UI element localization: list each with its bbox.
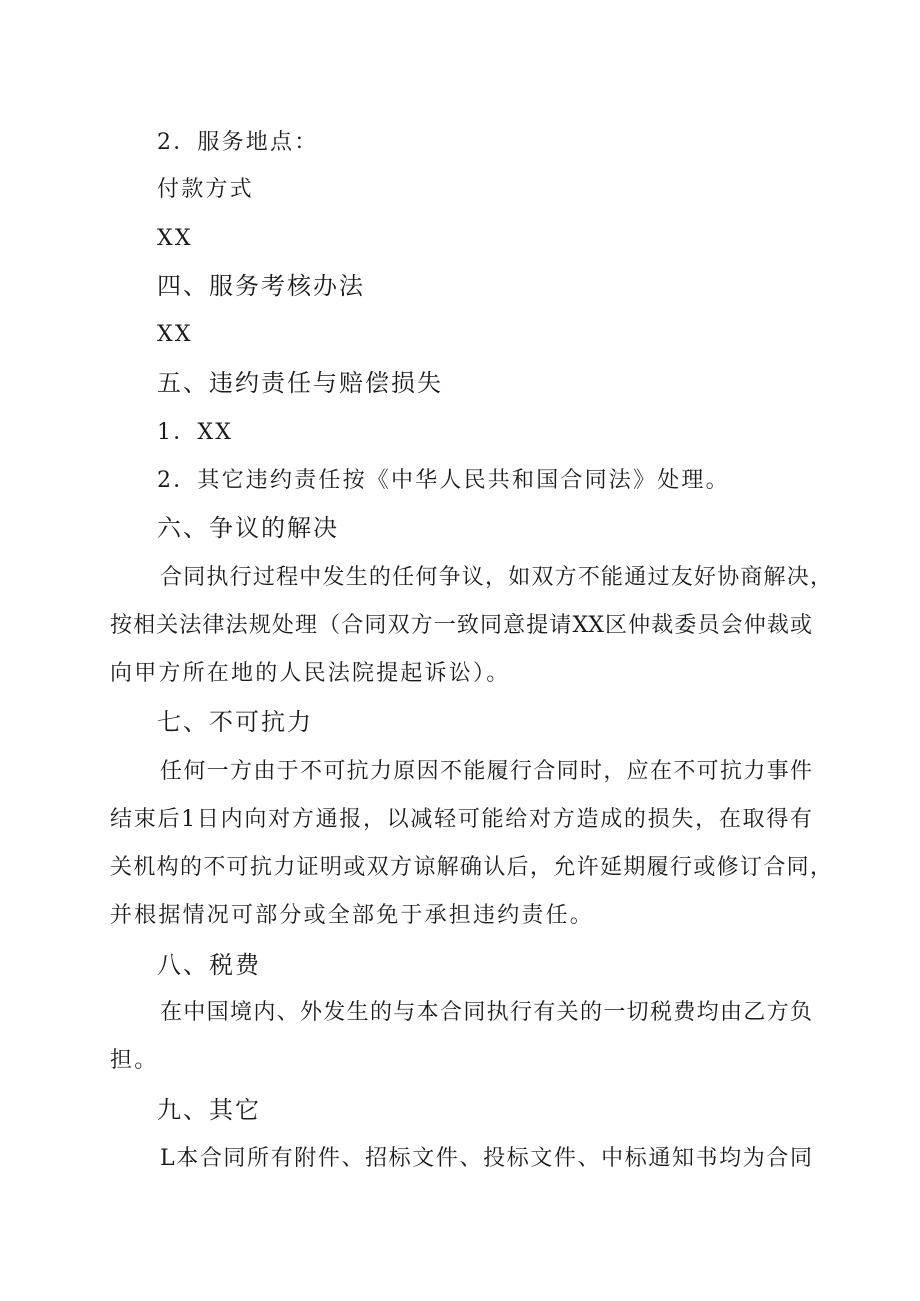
section5-item2: 2．其它违约责任按《中华人民共和国合同法》处理。 xyxy=(157,468,730,493)
section5-title: 五、违约责任与赔偿损失 xyxy=(157,369,443,397)
section8-para-line-1: 在中国境内、外发生的与本合同执行有关的一切税费均由乙方负 xyxy=(160,1000,812,1025)
section7-para-line-1: 任何一方由于不可抗力原因不能履行合同时，应在不可抗力事件 xyxy=(160,759,812,784)
section6-para-line-1: 合同执行过程中发生的任何争议，如双方不能通过友好协商解决， xyxy=(160,565,832,590)
section7-para-line-4: 并根据情况可部分或全部免于承担违约责任。 xyxy=(110,903,595,928)
payment-method-heading: 付款方式 xyxy=(157,177,254,202)
section7-title: 七、不可抗力 xyxy=(157,708,313,736)
section5-item1: 1．XX xyxy=(157,420,234,445)
section6-para-line-2: 按相关法律法规处理（合同双方一致同意提请XX区仲裁委员会仲裁或 xyxy=(110,613,812,638)
section7-para-line-3: 关机构的不可抗力证明或双方谅解确认后，允许延期履行或修订合同， xyxy=(110,855,832,880)
section4-title: 四、服务考核办法 xyxy=(157,272,365,300)
section6-title: 六、争议的解决 xyxy=(157,514,339,542)
section7-para-line-2: 结束后1日内向对方通报，以减轻可能给对方造成的损失，在取得有 xyxy=(110,807,812,832)
section9-para-line-1: L本合同所有附件、招标文件、投标文件、中标通知书均为合同 xyxy=(160,1146,812,1171)
section4-content: XX xyxy=(157,322,193,347)
section8-title: 八、税费 xyxy=(157,951,261,979)
section9-title: 九、其它 xyxy=(157,1096,261,1124)
section8-para-line-2: 担。 xyxy=(110,1048,159,1073)
service-location-line: 2．服务地点： xyxy=(157,130,319,155)
section6-para-line-3: 向甲方所在地的人民法院提起诉讼）。 xyxy=(110,661,511,686)
payment-method-content: XX xyxy=(157,226,193,251)
